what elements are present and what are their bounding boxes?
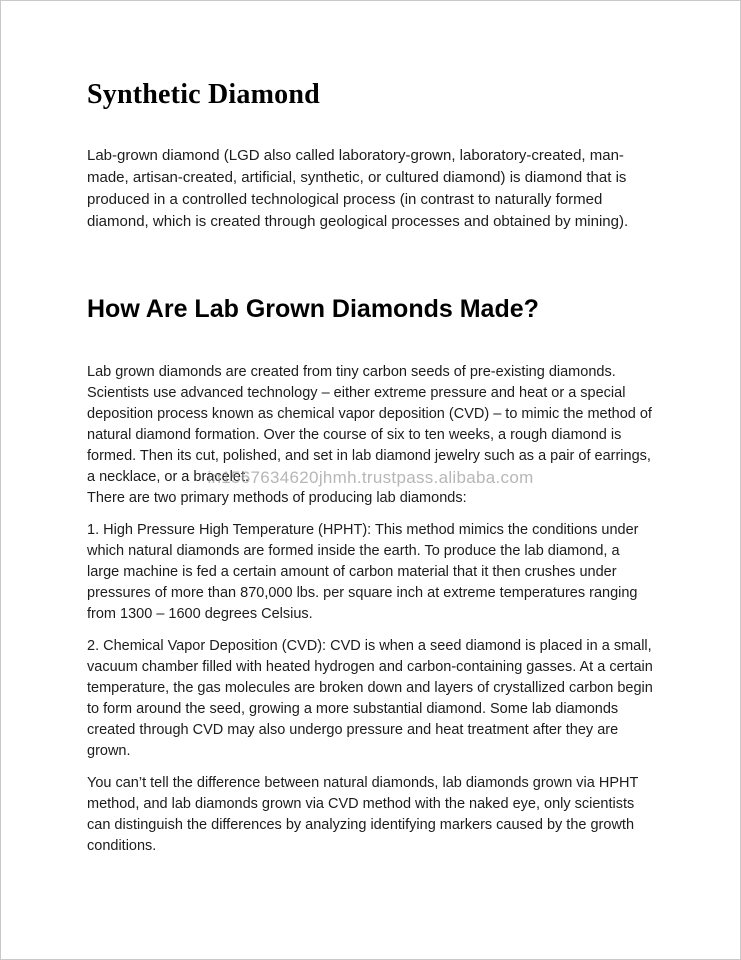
body-paragraph-comparison: You can’t tell the difference between natural diamonds, lab diamonds grown via HPHT method, and lab diamonds grown via CVD method with the naked eye, only scientists can distinguish the differences by analyzing identifying markers caused by the growth conditions. [87,775,639,854]
body-paragraph-methods-intro: There are two primary methods of producing lab diamonds: [87,490,467,506]
section-heading: How Are Lab Grown Diamonds Made? [87,295,539,323]
body-paragraph-cvd: 2. Chemical Vapor Deposition (CVD): CVD is when a seed diamond is placed in a small, vacuum chamber filled with heated hydrogen and carbon-containing gasses. At a certain temperature, the gas molecules are broken down and layers of crystallized carbon begin to form around the seed, growing a more substantial diamond. Some lab diamonds created through CVD may also undergo pressure and heat treatment after they are grown. [87,638,653,759]
body-paragraph-overview: Lab grown diamonds are created from tiny carbon seeds of pre-existing diamonds. Scientists use advanced technology – either extreme pressure and heat or a special deposition process known as chemical vapor deposition (CVD) – to mimic the method of natural diamond formation. Over the course of six to ten weeks, a rough diamond is formed. Then its cut, polished, and set in lab diamond jewelry such as a pair of earrings, a necklace, or a bracelet. [87,364,652,485]
intro-paragraph: Lab-grown diamond (LGD also called laboratory-grown, laboratory-created, man-made, artisan-created, artificial, synthetic, or cultured diamond) is diamond that is produced in a controlled technological process (in contrast to naturally formed diamond, which is created through geological processes and obtained by mining). [87,147,629,230]
body-paragraph-hpht: 1. High Pressure High Temperature (HPHT): This method mimics the conditions under which natural diamonds are formed inside the earth. To produce the lab diamond, a large machine is fed a certain amount of carbon material that it then crushes under pressures of more than 870,000 lbs. per square inch at extreme temperatures ranging from 1300 – 1600 degrees Celsius. [87,522,639,622]
document-title: Synthetic Diamond [87,79,320,110]
watermark-text: in1567634620jhmh.trustpass.alibaba.com [207,468,534,487]
